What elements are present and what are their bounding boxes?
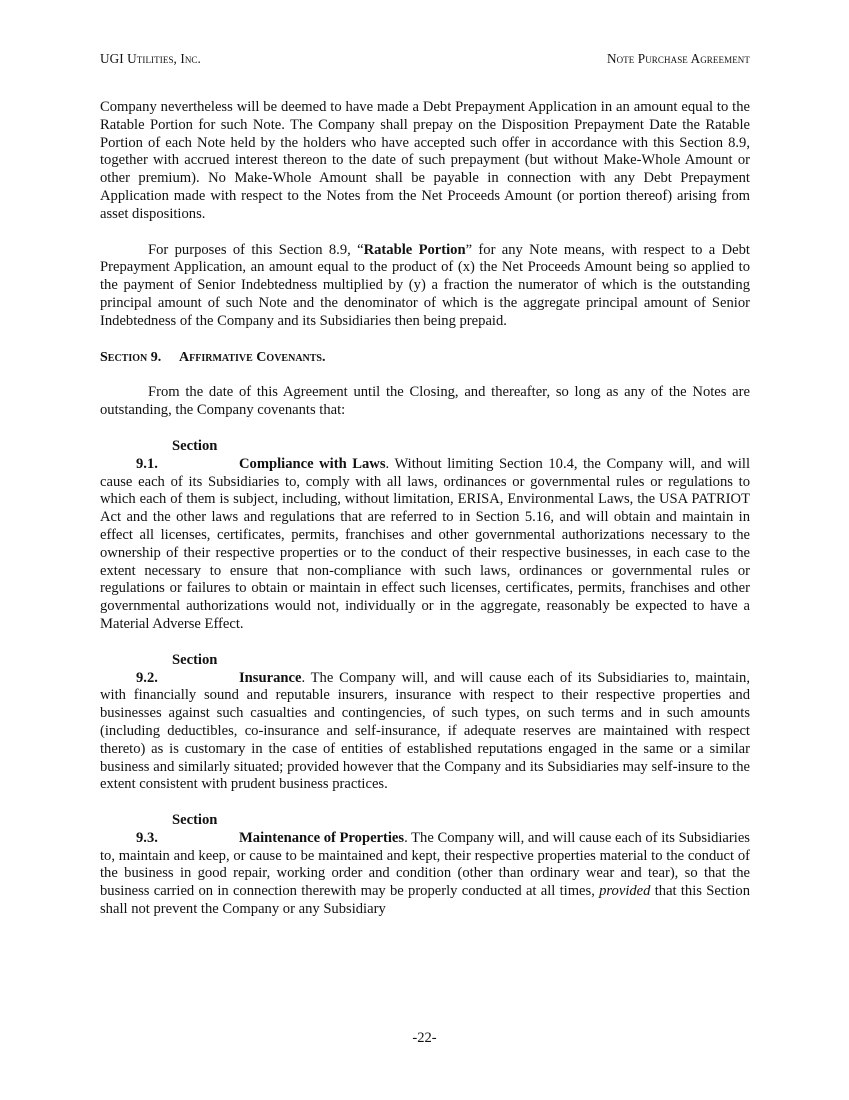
section-9-2-paragraph xyxy=(100,652,750,794)
section-9-3-number: Section 9.3. xyxy=(136,812,218,846)
ratable-text-before: For purposes of this Section 8.9, “ xyxy=(148,241,364,258)
section-9-1-paragraph xyxy=(100,438,750,634)
document-body xyxy=(100,99,750,937)
ratable-portion-paragraph xyxy=(100,242,750,331)
continued-paragraph: Company nevertheless will be deemed to have made a Debt Prepayment Application in an amount equal to the Ratable Portion for such Note. The Company shall prepay on the Disposition Prepayment Date the Ratable Portion of each Note held by the holders who have accepted such offer in accordance with this Section 8.9, together with accrued interest thereon to the date of such prepayment (but without Make-Whole Amount or other premium). No Make-Whole Amount shall be payable in connection with any Debt Prepayment Application made with respect to the Notes from the Net Proceeds Amount (or portion thereof) arising from asset dispositions. xyxy=(100,99,750,222)
header-document-title: Note Purchase Agreement xyxy=(606,51,750,66)
header-company-name: UGI Utilities, Inc. xyxy=(100,51,201,66)
section-9-1-title: Compliance with Laws xyxy=(239,455,386,472)
ratable-portion-term: Ratable Portion xyxy=(363,241,466,258)
section-9-2-number: Section 9.2. xyxy=(136,651,218,686)
section-9-3-paragraph xyxy=(100,812,750,919)
section-9-3-italic-provided: provided xyxy=(599,883,651,900)
covenants-intro-paragraph: From the date of this Agreement until the Closing, and thereafter, so long as any of the Notes are outstanding, the Company covenants that: xyxy=(100,384,750,419)
running-header xyxy=(100,50,750,68)
section-9-1-text: . Without limiting Section 10.4, the Company will, and will cause each of its Subsidiaries to, comply with all laws, ordinances or governmental rules or regulations to which each of them is subject, including, without limitation, ERISA, Environmental Laws, the USA PATRIOT Act and the other laws and regulations that are referred to in Section 5.16, and will obtain and maintain in effect all licenses, certificates, permits, franchises and other governmental authorizations necessary to the ownership of their respective properties or to the conduct of their respective businesses, in each case to the extent necessary to ensure that non-compliance with such laws, ordinances or governmental rules or regulations or failures to obtain or maintain in effect such licenses, certificates, permits, franchises and other governmental authorizations would not, individually or in the aggregate, reasonably be expected to have a Material Adverse Effect. xyxy=(100,455,750,632)
section-9-title: Affirmative Covenants. xyxy=(179,349,326,365)
section-9-2-text: . The Company will, and will cause each of its Subsidiaries to, maintain, with financially sound and reputable insurers, insurance with respect to their respective properties and businesses against such casualties and contingencies, of such types, on such terms and in such amounts (including deductibles, co-insurance and self-insurance, if adequate reserves are maintained with respect thereto) as is customary in the case of entities of established reputations engaged in the same or a similar business and similarly situated; provided however that the Company and its Subsidiaries may self-insure to the extent consistent with prudent business practices. xyxy=(100,669,750,793)
section-9-1-number: Section 9.1. xyxy=(136,437,218,472)
section-9-2-title: Insurance xyxy=(239,669,302,686)
section-9-3-text-after: that this Section shall not prevent the Company or any Subsidiary xyxy=(100,883,750,918)
section-9-heading xyxy=(100,349,750,367)
section-9-number: Section 9. xyxy=(100,349,162,365)
section-9-3-title: Maintenance of Properties xyxy=(239,829,405,846)
page-number: -22- xyxy=(412,1030,437,1046)
ratable-text-after: ” for any Note means, with respect to a Debt Prepayment Application, an amount equal to the product of (x) the Net Proceeds Amount being so applied to the payment of Senior Indebtedness multiplied by (y) a fraction the numerator of which is the outstanding principal amount of such Note and the denominator of which is the aggregate principal amount of Senior Indebtedness of the Company and its Subsidiaries then being prepaid. xyxy=(100,241,750,329)
section-9-3-text-before: . The Company will, and will cause each of its Subsidiaries to, maintain and keep, or cause to be maintained and kept, their respective properties material to the conduct of the business in good repair, working order and condition (other than ordinary wear and tear), so that the business carried on in connection therewith may be properly conducted at all times, xyxy=(100,829,750,900)
